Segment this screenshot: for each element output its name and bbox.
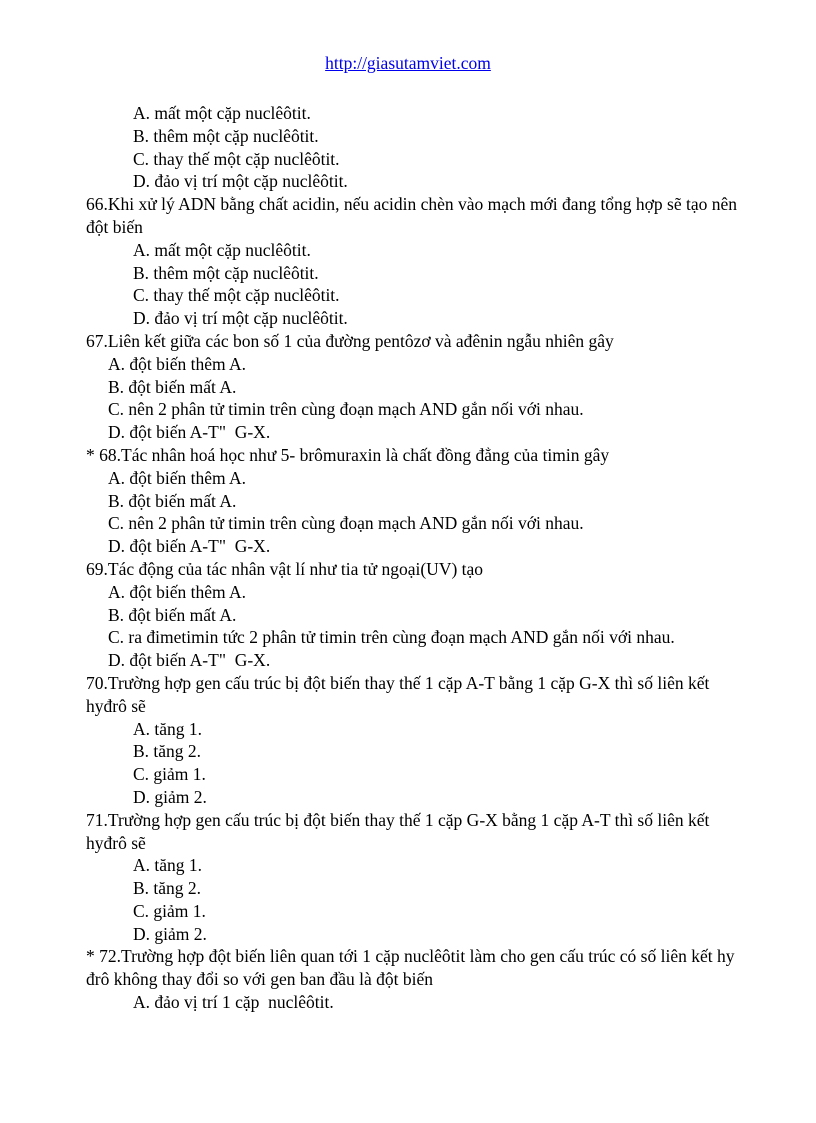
- answer-option: D. đột biến A-T" G-X.: [108, 536, 271, 557]
- answer-option: C. ra đimetimin tức 2 phân tử timin trên cùng đoạn mạch AND gắn nối với nhau.: [108, 627, 675, 648]
- question-71: 71.Trường hợp gen cấu trúc bị đột biến thay thế 1 cặp G-X bằng 1 cặp A-T thì số liên kết: [86, 809, 710, 830]
- answer-option: D. giảm 2.: [133, 923, 207, 944]
- answer-option: D. đảo vị trí một cặp nuclêôtit.: [133, 171, 348, 192]
- answer-option: C. nên 2 phân tử timin trên cùng đoạn mạch AND gắn nối với nhau.: [108, 513, 584, 534]
- answer-option: A. mất một cặp nuclêôtit.: [133, 239, 311, 260]
- answer-option: D. đảo vị trí một cặp nuclêôtit.: [133, 308, 348, 329]
- answer-option: A. đột biến thêm A.: [108, 353, 247, 374]
- question-71-cont: hyđrô sẽ: [86, 832, 146, 853]
- page-header: [0, 52, 816, 74]
- question-list: [86, 102, 786, 1014]
- answer-option: C. nên 2 phân tử timin trên cùng đoạn mạch AND gắn nối với nhau.: [108, 399, 584, 420]
- answer-option: A. tăng 1.: [133, 855, 203, 876]
- question-68: * 68.Tác nhân hoá học như 5- brômuraxin là chất đồng đẳng của timin gây: [86, 444, 610, 465]
- answer-option: B. đột biến mất A.: [108, 490, 237, 511]
- answer-option: A. mất một cặp nuclêôtit.: [133, 103, 311, 123]
- question-72: * 72.Trường hợp đột biến liên quan tới 1 cặp nuclêôtit làm cho gen cấu trúc có số liên kết hy: [86, 946, 735, 967]
- answer-option: B. thêm một cặp nuclêôtit.: [133, 125, 319, 146]
- question-70-cont: hyđrô sẽ: [86, 695, 146, 716]
- answer-option: D. giảm 2.: [133, 786, 207, 807]
- answer-option: D. đột biến A-T" G-X.: [108, 650, 271, 671]
- answer-option: C. thay thế một cặp nuclêôtit.: [133, 285, 340, 306]
- answer-option: A. tăng 1.: [133, 718, 203, 739]
- answer-option: B. tăng 2.: [133, 878, 202, 899]
- question-66-cont: đột biến: [86, 216, 143, 237]
- question-70: 70.Trường hợp gen cấu trúc bị đột biến thay thế 1 cặp A-T bằng 1 cặp G-X thì số liên kết: [86, 672, 710, 693]
- answer-option: D. đột biến A-T" G-X.: [108, 422, 271, 443]
- answer-option: C. giảm 1.: [133, 900, 206, 921]
- answer-option: C. giảm 1.: [133, 764, 206, 785]
- answer-option: A. đột biến thêm A.: [108, 581, 247, 602]
- question-69: 69.Tác động của tác nhân vật lí như tia tử ngoại(UV) tạo: [86, 558, 484, 579]
- answer-option: B. đột biến mất A.: [108, 376, 237, 397]
- website-link[interactable]: http://giasutamviet.com: [325, 53, 491, 73]
- answer-option: B. tăng 2.: [133, 741, 202, 762]
- answer-option: C. thay thế một cặp nuclêôtit.: [133, 148, 340, 169]
- question-67: 67.Liên kết giữa các bon số 1 của đường pentôzơ và ađênin ngẫu nhiên gây: [86, 330, 614, 351]
- answer-option: B. đột biến mất A.: [108, 604, 237, 625]
- answer-option: B. thêm một cặp nuclêôtit.: [133, 262, 319, 283]
- question-72-cont: đrô không thay đổi so với gen ban đầu là đột biến: [86, 969, 434, 990]
- question-66: 66.Khi xử lý ADN bằng chất acidin, nếu acidin chèn vào mạch mới đang tổng hợp sẽ tạo nên: [86, 194, 738, 215]
- answer-option: A. đột biến thêm A.: [108, 467, 247, 488]
- answer-option: A. đảo vị trí 1 cặp nuclêôtit.: [133, 992, 334, 1013]
